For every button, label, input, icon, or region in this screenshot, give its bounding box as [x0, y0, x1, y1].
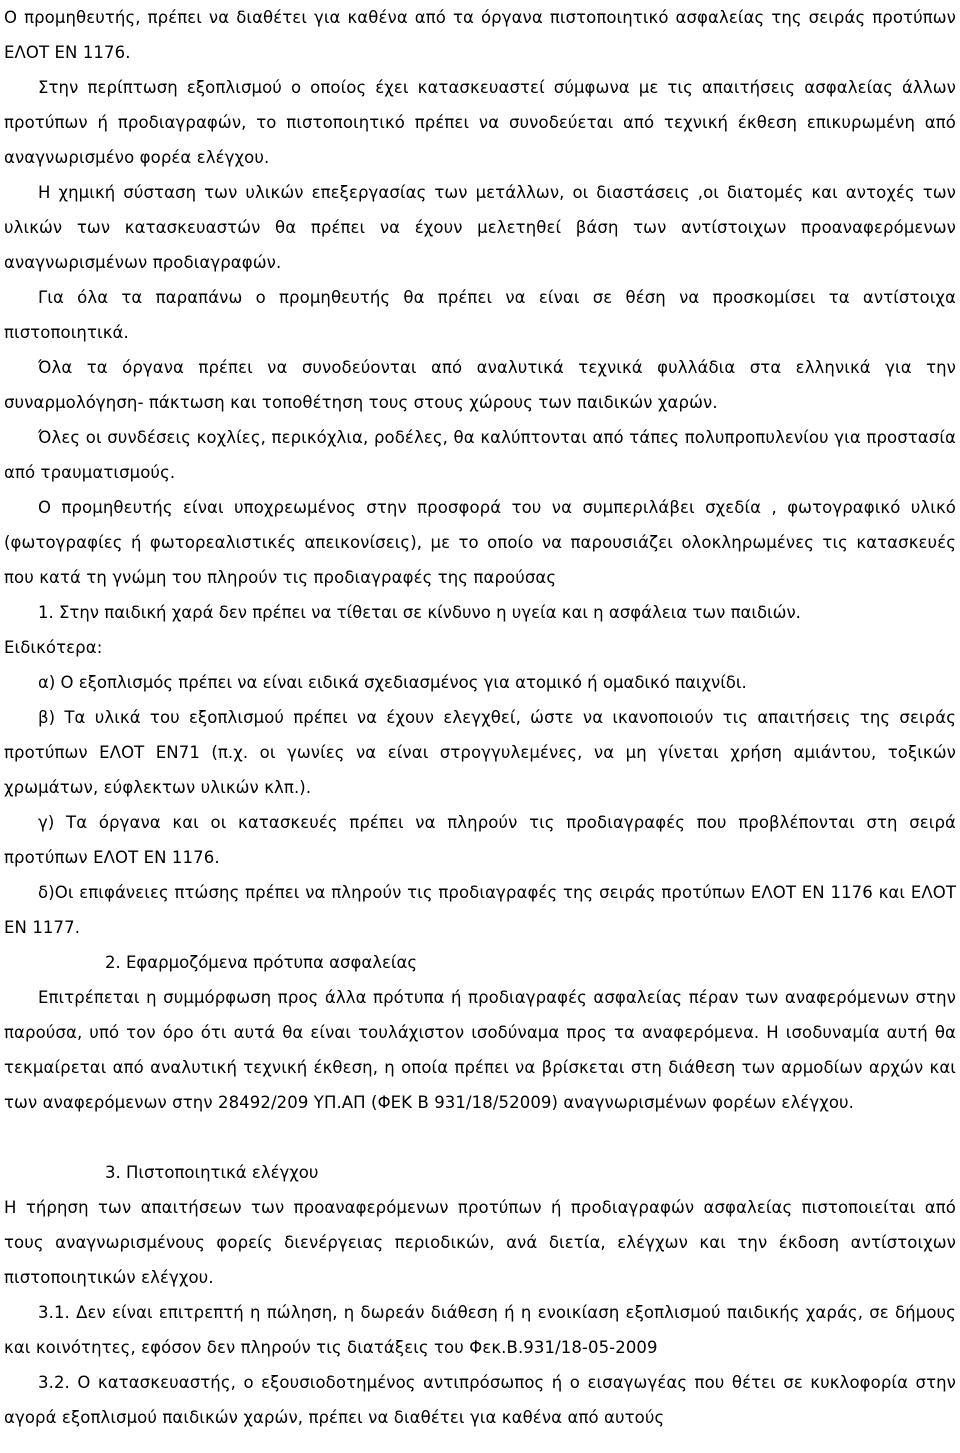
paragraph-supplier-offer: Ο προμηθευτής είναι υποχρεωμένος στην προσφορά του να συμπεριλάβει σχεδία , φωτογραφικό υλικό (φωτογραφίες ή φωτορεαλιστικές απεικονίσεις), με το οποίο να παρουσιάζει ολοκληρωμένες τις κατασκευές που κατά τη γνώμη του πληρούν τις προδιαγραφές της παρούσας	[4, 498, 956, 587]
paragraph-item-3-2: 3.2. Ο κατασκευαστής, ο εξουσιοδοτημένος αντιπρόσωπος ή ο εισαγωγέας που θέτει σε κυκλοφορία στην αγορά εξοπλισμού παιδικών χαρών, πρέπει να διαθέτει για καθένα από αυτούς	[4, 1373, 956, 1427]
paragraph-item-1-safety: 1. Στην παιδική χαρά δεν πρέπει να τίθεται σε κίνδυνο η υγεία και η ασφάλεια των παιδιών.	[38, 603, 801, 622]
paragraph-technical-leaflets: Όλα τα όργανα πρέπει να συνοδεύονται από αναλυτικά τεχνικά φυλλάδια στα ελληνικά για την συναρμολόγηση- πάκτωση και τοποθέτηση τους στους χώρους των παιδικών χαρών.	[4, 358, 956, 412]
paragraph-equivalent-standards: Επιτρέπεται η συμμόρφωση προς άλλα πρότυπα ή προδιαγραφές ασφαλείας πέραν των αναφερόμενων στην παρούσα, υπό τον όρο ότι αυτά θα είναι τουλάχιστον ισοδύναμα προς τα αναφερόμενα. Η ισοδυναμία αυτή θα τεκμαίρεται από αναλυτική τεχνική έκθεση, η οποία πρέπει να βρίσκεται στη διάθεση των αρμοδίων αρχών και των αναφερόμενων στην 28492/209 ΥΠ.ΑΠ (ΦΕΚ Β 931/18/52009) αναγνωρισμένων φορέων ελέγχου.	[4, 988, 956, 1112]
paragraph-specifically: Ειδικότερα:	[4, 638, 103, 657]
paragraph-item-a: α) Ο εξοπλισμός πρέπει να είναι ειδικά σχεδιασμένος για ατομικό ή ομαδικό παιχνίδι.	[38, 673, 747, 692]
paragraph-chemical-composition: Η χημική σύσταση των υλικών επεξεργασίας των μετάλλων, οι διαστάσεις ,οι διατομές και αντοχές των υλικών των κατασκευαστών θα πρέπει να έχουν μελετηθεί βάση των αντίστοιχων προαναφερόμενων αναγνωρισμένων προδιαγραφών.	[4, 183, 956, 272]
paragraph-certificate-requirement: Ο προμηθευτής, πρέπει να διαθέτει για καθένα από τα όργανα πιστοποιητικό ασφαλείας της σειράς προτύπων ΕΛΟΤ ΕΝ 1176.	[4, 8, 956, 62]
paragraph-compliance-inspection: Η τήρηση των απαιτήσεων των προαναφερόμενων προτύπων ή προδιαγραφών ασφαλείας πιστοποιείται από τους αναγνωρισμένους φορείς διενέργειας περιοδικών, ανά διετία, ελέγχων και την έκδοση αντίστοιχων πιστοποιητικών ελέγχου.	[4, 1198, 956, 1287]
paragraph-item-b: β) Τα υλικά του εξοπλισμού πρέπει να έχουν ελεγχθεί, ώστε να ικανοποιούν τις απαιτήσεις της σειράς προτύπων ΕΛΟΤ ΕΝ71 (π.χ. οι γωνίες να είναι στρογγυλεμένες, να μη γίνεται χρήση αμιάντου, τοξικών χρωμάτων, εύφλεκτων υλικών κλπ.).	[4, 708, 956, 797]
paragraph-other-standards: Στην περίπτωση εξοπλισμού ο οποίος έχει κατασκευαστεί σύμφωνα με τις απαιτήσεις ασφαλείας άλλων προτύπων ή προδιαγραφών, το πιστοποιητικό πρέπει να συνοδεύεται από τεχνική έκθεση επικυρωμένη από αναγνωρισμένο φορέα ελέγχου.	[4, 78, 956, 167]
paragraph-item-c: γ) Τα όργανα και οι κατασκευές πρέπει να πληρούν τις προδιαγραφές που προβλέπονται στη σειρά προτύπων ΕΛΟΤ ΕΝ 1176.	[4, 813, 956, 867]
section-heading-3: 3. Πιστοποιητικά ελέγχου	[105, 1163, 319, 1182]
paragraph-item-3-1	[4, 1295, 956, 1365]
item-3-1-number: 3.1.	[38, 1303, 70, 1322]
paragraph-bolt-caps: Όλες οι συνδέσεις κοχλίες, περικόχλια, ροδέλες, θα καλύπτονται από τάπες πολυπροπυλενίου για προστασία από τραυματισμούς.	[4, 428, 956, 482]
item-3-1-first-word: Δεν	[76, 1303, 106, 1322]
paragraph-item-d: δ)Οι επιφάνειες πτώσης πρέπει να πληρούν τις προδιαγραφές της σειράς προτύπων ΕΛΟΤ ΕΝ 1176 και ΕΛΟΤ ΕΝ 1177.	[4, 883, 956, 937]
section-heading-2: 2. Εφαρμοζόμενα πρότυπα ασφαλείας	[105, 953, 418, 972]
paragraph-supplier-certificates: Για όλα τα παραπάνω ο προμηθευτής θα πρέπει να είναι σε θέση να προσκομίσει τα αντίστοιχα πιστοποιητικά.	[4, 288, 956, 342]
item-3-1-text: είναι επιτρεπτή η πώληση, η δωρεάν διάθεση ή η ενοικίαση εξοπλισμού παιδικής χαράς, σε δήμους και κοινότητες, εφόσον δεν πληρούν τις διατάξεις του Φεκ.Β.931/18-05-2009	[4, 1303, 956, 1357]
